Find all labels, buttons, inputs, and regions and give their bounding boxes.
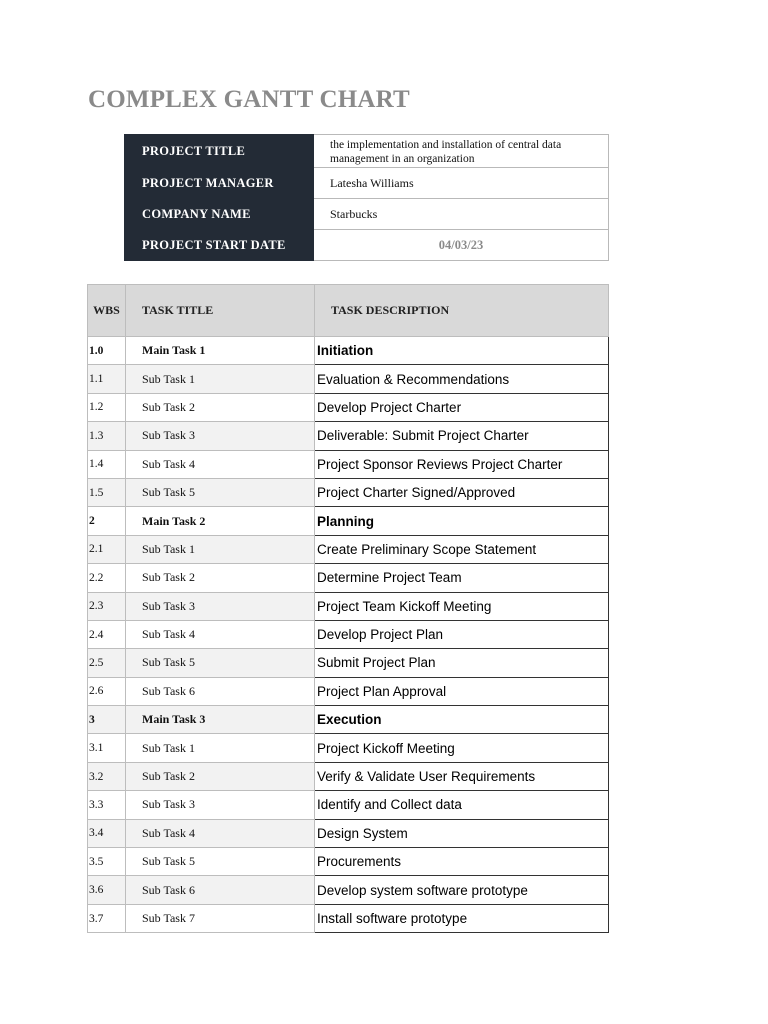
task-title-cell: Sub Task 3 [126, 422, 315, 450]
task-description-cell: Execution [315, 706, 609, 734]
task-description-cell: Project Charter Signed/Approved [315, 478, 609, 506]
task-table [87, 284, 609, 933]
task-title-cell: Sub Task 5 [126, 649, 315, 677]
wbs-cell: 2 [88, 507, 126, 535]
task-description-header: TASK DESCRIPTION [315, 285, 609, 337]
task-description-cell: Install software prototype [315, 904, 609, 932]
wbs-cell: 3 [88, 706, 126, 734]
sub-task-row [88, 450, 609, 478]
task-description-cell: Project Plan Approval [315, 677, 609, 705]
sub-task-row [88, 904, 609, 932]
wbs-cell: 1.4 [88, 450, 126, 478]
sub-task-row [88, 876, 609, 904]
wbs-cell: 2.3 [88, 592, 126, 620]
task-title-cell: Sub Task 4 [126, 450, 315, 478]
sub-task-row [88, 365, 609, 393]
project-info-table [124, 134, 609, 261]
task-description-cell: Deliverable: Submit Project Charter [315, 422, 609, 450]
task-title-cell: Main Task 1 [126, 337, 315, 365]
sub-task-row [88, 535, 609, 563]
wbs-cell: 2.5 [88, 649, 126, 677]
company-name-label: COMPANY NAME [125, 199, 314, 230]
task-table-header [88, 285, 609, 337]
wbs-cell: 2.6 [88, 677, 126, 705]
project-start-date-row [125, 230, 609, 261]
task-title-cell: Main Task 2 [126, 507, 315, 535]
wbs-cell: 2.4 [88, 620, 126, 648]
main-task-row [88, 507, 609, 535]
project-start-date-label: PROJECT START DATE [125, 230, 314, 261]
main-task-row [88, 337, 609, 365]
sub-task-row [88, 791, 609, 819]
task-table-body [88, 337, 609, 933]
task-title-cell: Sub Task 5 [126, 478, 315, 506]
project-title-value: the implementation and installation of central data management in an organization [314, 135, 609, 168]
task-title-cell: Sub Task 6 [126, 876, 315, 904]
task-title-cell: Sub Task 6 [126, 677, 315, 705]
task-title-cell: Sub Task 2 [126, 762, 315, 790]
task-description-cell: Submit Project Plan [315, 649, 609, 677]
sub-task-row [88, 762, 609, 790]
task-title-cell: Sub Task 1 [126, 365, 315, 393]
task-description-cell: Verify & Validate User Requirements [315, 762, 609, 790]
document-title: COMPLEX GANTT CHART [88, 86, 410, 113]
task-description-cell: Project Sponsor Reviews Project Charter [315, 450, 609, 478]
project-manager-value: Latesha Williams [314, 168, 609, 199]
project-start-date-value: 04/03/23 [314, 230, 609, 261]
task-title-cell: Sub Task 4 [126, 620, 315, 648]
task-title-cell: Sub Task 5 [126, 848, 315, 876]
project-title-row [125, 135, 609, 168]
task-description-cell: Develop Project Plan [315, 620, 609, 648]
company-name-row [125, 199, 609, 230]
task-description-cell: Design System [315, 819, 609, 847]
wbs-cell: 1.2 [88, 393, 126, 421]
company-name-value: Starbucks [314, 199, 609, 230]
task-title-cell: Sub Task 1 [126, 535, 315, 563]
task-description-cell: Project Kickoff Meeting [315, 734, 609, 762]
wbs-cell: 2.2 [88, 564, 126, 592]
task-description-cell: Procurements [315, 848, 609, 876]
task-description-cell: Develop system software prototype [315, 876, 609, 904]
sub-task-row [88, 592, 609, 620]
task-title-cell: Sub Task 7 [126, 904, 315, 932]
sub-task-row [88, 620, 609, 648]
task-title-cell: Sub Task 2 [126, 564, 315, 592]
sub-task-row [88, 422, 609, 450]
wbs-cell: 3.6 [88, 876, 126, 904]
task-title-header: TASK TITLE [126, 285, 315, 337]
sub-task-row [88, 649, 609, 677]
task-title-cell: Main Task 3 [126, 706, 315, 734]
task-title-cell: Sub Task 4 [126, 819, 315, 847]
sub-task-row [88, 848, 609, 876]
project-manager-row [125, 168, 609, 199]
wbs-cell: 3.4 [88, 819, 126, 847]
task-description-cell: Create Preliminary Scope Statement [315, 535, 609, 563]
wbs-cell: 1.0 [88, 337, 126, 365]
project-title-label: PROJECT TITLE [125, 135, 314, 168]
task-title-cell: Sub Task 3 [126, 592, 315, 620]
wbs-cell: 3.1 [88, 734, 126, 762]
sub-task-row [88, 677, 609, 705]
sub-task-row [88, 819, 609, 847]
wbs-cell: 3.2 [88, 762, 126, 790]
task-description-cell: Develop Project Charter [315, 393, 609, 421]
wbs-cell: 2.1 [88, 535, 126, 563]
project-manager-label: PROJECT MANAGER [125, 168, 314, 199]
wbs-cell: 3.5 [88, 848, 126, 876]
task-description-cell: Identify and Collect data [315, 791, 609, 819]
task-description-cell: Initiation [315, 337, 609, 365]
task-description-cell: Evaluation & Recommendations [315, 365, 609, 393]
wbs-cell: 3.7 [88, 904, 126, 932]
task-title-cell: Sub Task 3 [126, 791, 315, 819]
sub-task-row [88, 564, 609, 592]
task-description-cell: Determine Project Team [315, 564, 609, 592]
sub-task-row [88, 478, 609, 506]
wbs-cell: 1.5 [88, 478, 126, 506]
task-title-cell: Sub Task 1 [126, 734, 315, 762]
sub-task-row [88, 734, 609, 762]
main-task-row [88, 706, 609, 734]
wbs-cell: 1.1 [88, 365, 126, 393]
sub-task-row [88, 393, 609, 421]
task-description-cell: Project Team Kickoff Meeting [315, 592, 609, 620]
task-title-cell: Sub Task 2 [126, 393, 315, 421]
wbs-header: WBS [88, 285, 126, 337]
wbs-cell: 1.3 [88, 422, 126, 450]
wbs-cell: 3.3 [88, 791, 126, 819]
task-description-cell: Planning [315, 507, 609, 535]
